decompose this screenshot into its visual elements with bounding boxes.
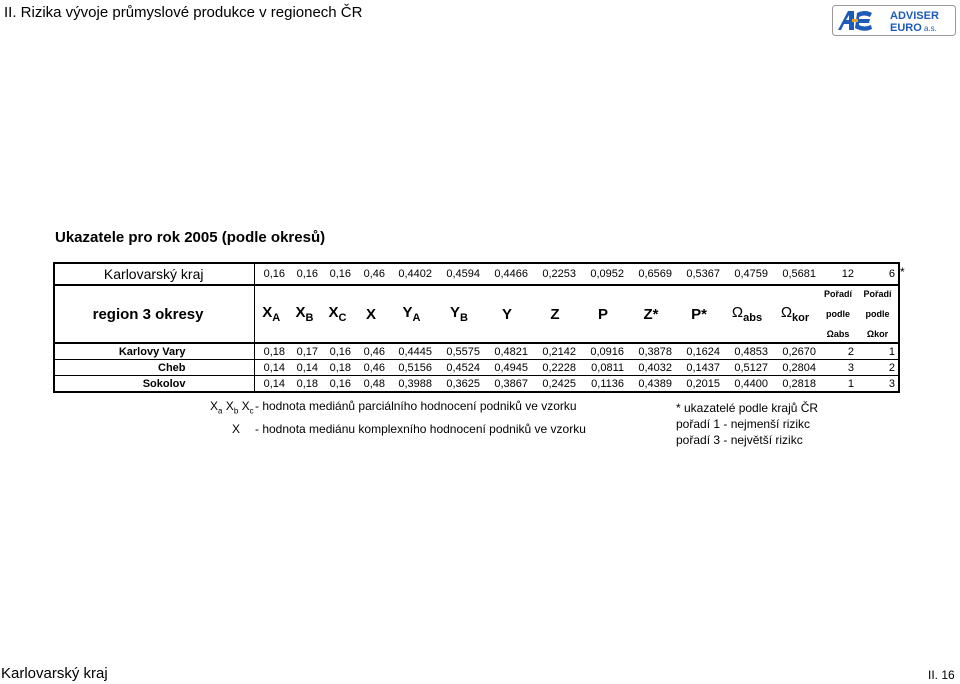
col-header-z: Z — [531, 285, 579, 343]
kraj-value: 0,6569 — [627, 263, 675, 285]
legend-text: - hodnota mediánů parciálního hodnocení podniků ve vzorku — [255, 399, 577, 413]
header-row — [54, 285, 899, 343]
kraj-value: 0,5367 — [675, 263, 723, 285]
col-header-xb: $X_B$ — [288, 285, 321, 343]
legend-symbol: $X_a$ $X_b$ $X_c$ — [210, 399, 254, 416]
section-title: Ukazatele pro rok 2005 (podle okresů) — [55, 229, 326, 246]
kraj-value: 0,16 — [321, 263, 354, 285]
kraj-value: 0,46 — [354, 263, 388, 285]
legend-note: pořadí 3 - největší rizikc — [676, 433, 803, 447]
region-label: region 3 okresy — [54, 285, 254, 343]
legend-note: pořadí 1 - nejmenší rizikc — [676, 417, 811, 431]
district-name: Karlovy Vary — [54, 343, 254, 360]
footer-region: Karlovarský kraj — [1, 665, 108, 682]
legend-left — [210, 398, 586, 437]
col-header-y: Y — [483, 285, 531, 343]
col-header-xc: $X_C$ — [321, 285, 354, 343]
legend-item — [210, 398, 586, 419]
kraj-row — [54, 263, 899, 285]
legend-item — [210, 421, 586, 437]
col-header-ya: $Y_A$ — [388, 285, 435, 343]
adviser-euro-logo — [832, 5, 956, 36]
kraj-value: 0,4594 — [435, 263, 483, 285]
col-header-omega-abs: $\Omega_{abs}$ — [723, 285, 771, 343]
kraj-name: Karlovarský kraj — [54, 263, 254, 285]
kraj-rank-kor: 6 — [857, 263, 899, 285]
col-header-p: P — [579, 285, 627, 343]
table-row: Cheb 0,14 0,14 0,18 0,46 0,5156 0,4524 0,4945 0,2228 0,0811 0,4032 0,1437 0,5127 0,2804 3 2 — [54, 360, 899, 376]
logo-line1: ADVISER — [890, 10, 939, 22]
kraj-value: 0,4759 — [723, 263, 771, 285]
kraj-value: 0,4466 — [483, 263, 531, 285]
legend-right — [676, 400, 818, 448]
kraj-value: 0,2253 — [531, 263, 579, 285]
legend-text: - hodnota mediánu komplexního hodnocení podniků ve vzorku — [255, 422, 586, 437]
kraj-value: 0,5681 — [771, 263, 819, 285]
kraj-footnote-star: * — [900, 265, 905, 279]
col-header-omega-kor: $\Omega_{kor}$ — [771, 285, 819, 343]
col-header-yb: $Y_B$ — [435, 285, 483, 343]
logo-line2: EURO — [890, 22, 922, 34]
col-header-x: X — [354, 285, 388, 343]
district-name: Cheb — [54, 360, 254, 376]
kraj-value: 0,0952 — [579, 263, 627, 285]
page-header-title: II. Rizika vývoje průmyslové produkce v regionech ČR — [4, 4, 363, 21]
col-header-pstar: P* — [675, 285, 723, 343]
kraj-value: 0,16 — [288, 263, 321, 285]
legend-symbol: X — [231, 422, 240, 437]
district-name: Sokolov — [142, 377, 186, 390]
kraj-value: 0,16 — [254, 263, 288, 285]
kraj-value: 0,4402 — [388, 263, 435, 285]
kraj-rank-abs: 12 — [819, 263, 857, 285]
table-row: Karlovy Vary 0,18 0,17 0,16 0,46 0,4445 0,5575 0,4821 0,2142 0,0916 0,3878 0,1624 0,4853 0,2670 2 1 — [54, 343, 899, 360]
col-header-rank-abs: Pořadí podle Ωabs — [819, 285, 857, 343]
col-header-zstar: Z* — [627, 285, 675, 343]
col-header-rank-kor: Pořadí podle Ωkor — [857, 285, 899, 343]
footer-page-number: II. 16 — [928, 668, 955, 682]
logo-suffix: a.s. — [924, 24, 937, 33]
col-header-xa: $X_A$ — [254, 285, 288, 343]
legend-note: * ukazatelé podle krajů ČR — [676, 401, 819, 415]
table-row: Sokolov 0,14 0,18 0,16 0,48 0,3988 0,3625 0,3867 0,2425 0,1136 0,4389 0,2015 0,4400 0,2818 1 3 — [54, 376, 899, 393]
indicators-table — [53, 262, 900, 393]
